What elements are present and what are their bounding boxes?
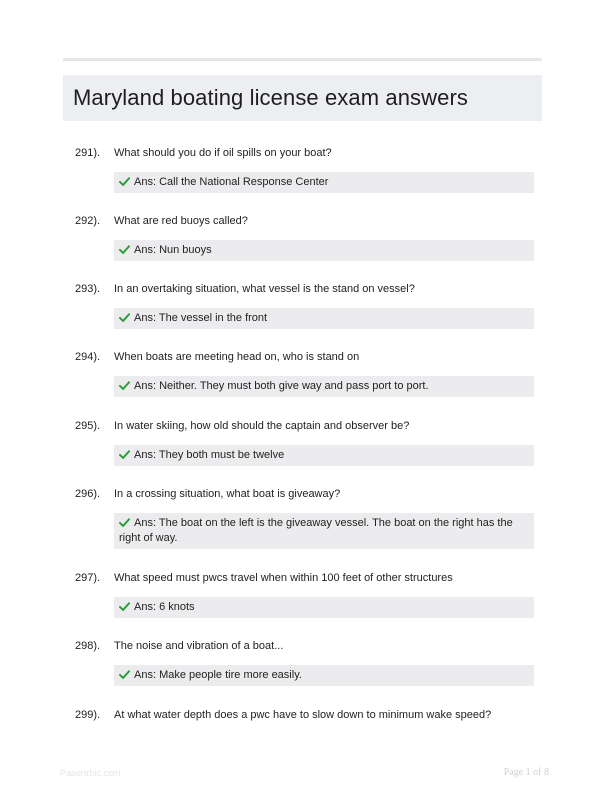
check-icon	[119, 450, 130, 459]
question-text: When boats are meeting head on, who is stand on	[114, 351, 360, 363]
answer-box	[114, 376, 534, 397]
check-icon	[119, 602, 130, 611]
answer-box	[114, 308, 534, 329]
answer-box	[114, 172, 534, 193]
qa-item-292	[63, 214, 542, 261]
answer-text: Ans: Make people tire more easily.	[134, 669, 302, 681]
qa-item-297	[63, 571, 542, 618]
question-number: 296).	[75, 488, 101, 500]
answer-text: Ans: Call the National Response Center	[134, 176, 329, 188]
question-text: At what water depth does a pwc have to slow down to minimum wake speed?	[114, 709, 492, 721]
question-number: 297).	[75, 572, 101, 584]
question-number: 295).	[75, 420, 101, 432]
question-number: 298).	[75, 640, 101, 652]
question-text: What should you do if oil spills on your boat?	[114, 147, 332, 159]
answer-box	[114, 513, 534, 549]
qa-item-291	[63, 146, 542, 193]
title-banner	[63, 75, 542, 121]
top-rule	[63, 58, 542, 61]
footer-source: Papertrbic.com	[60, 768, 121, 778]
qa-item-298	[63, 639, 542, 686]
qa-item-295	[63, 419, 542, 466]
qa-item-293	[63, 282, 542, 329]
answer-text: Ans: The vessel in the front	[134, 312, 268, 324]
question-number: 291).	[75, 147, 101, 159]
answer-box	[114, 597, 534, 618]
page-number: Page 1 of 8	[503, 767, 549, 778]
qa-item-299	[63, 708, 542, 722]
check-icon	[119, 245, 130, 254]
question-text: In water skiing, how old should the captain and observer be?	[114, 420, 410, 432]
question-number: 292).	[75, 215, 101, 227]
answer-text: Ans: Neither. They must both give way and pass port to port.	[134, 380, 429, 392]
answer-text: Ans: Nun buoys	[134, 244, 212, 256]
answer-box	[114, 445, 534, 466]
answer-box	[114, 240, 534, 261]
question-text: In an overtaking situation, what vessel is the stand on vessel?	[114, 283, 415, 295]
question-text: What speed must pwcs travel when within 100 feet of other structures	[114, 572, 453, 584]
question-text: The noise and vibration of a boat...	[114, 640, 284, 652]
check-icon	[119, 518, 130, 527]
qa-item-294	[63, 350, 542, 397]
answer-text: Ans: They both must be twelve	[134, 449, 285, 461]
question-number: 294).	[75, 351, 101, 363]
check-icon	[119, 313, 130, 322]
question-number: 299).	[75, 709, 101, 721]
answer-text: Ans: 6 knots	[134, 601, 195, 613]
question-text: In a crossing situation, what boat is giveaway?	[114, 488, 341, 500]
check-icon	[119, 177, 130, 186]
check-icon	[119, 670, 130, 679]
answer-text: Ans: The boat on the left is the giveaway vessel. The boat on the right has the right of way.	[119, 517, 513, 544]
question-text: What are red buoys called?	[114, 215, 248, 227]
answer-box	[114, 665, 534, 686]
check-icon	[119, 381, 130, 390]
page-title: Maryland boating license exam answers	[73, 85, 469, 110]
qa-item-296	[63, 487, 542, 549]
question-number: 293).	[75, 283, 101, 295]
